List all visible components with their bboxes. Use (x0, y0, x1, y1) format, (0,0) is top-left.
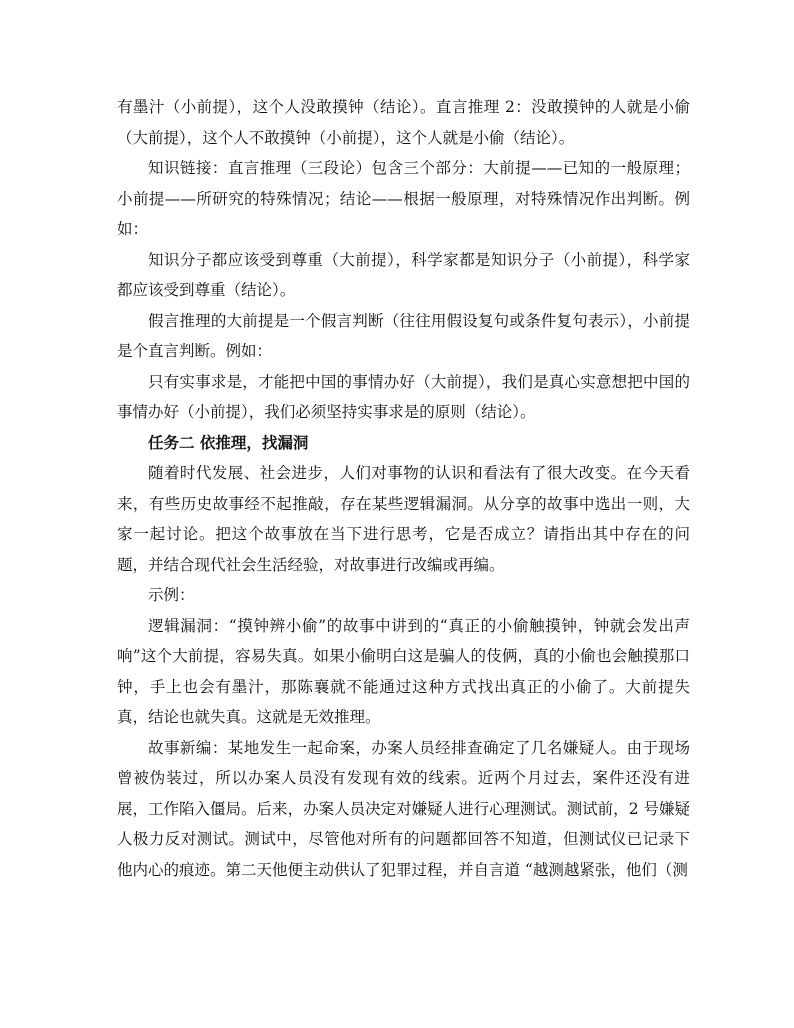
paragraph-story-rewrite: 故事新编：某地发生一起命案，办案人员经排查确定了几名嫌疑人。由于现场曾被伪装过，所以办案人员没有发现有效的线索。近两个月过去，案件还没有进展，工作陷入僵局。后来，办案人员决定对嫌疑人进行心理测试。测试前，2 号嫌疑人极力反对测试。测试中，尽管他对所有的问题都回答不知道，但测试仪已记录下他内心的痕迹。第二天他便主动供认了犯罪过程，并自言道 “越测越紧张，他们（测 (117, 738, 690, 879)
task-two-heading: 任务二 依推理，找漏洞 (148, 433, 309, 452)
paragraph-task-description: 随着时代发展、社会进步，人们对事物的认识和看法有了很大改变。在今天看来，有些历史故事经不起推敲，存在某些逻辑漏洞。从分享的故事中选出一则，大家一起讨论。把这个故事放在当下进行思考，它是否成立？请指出其中存在的问题，并结合现代社会生活经验，对故事进行改编或再编。 (117, 464, 690, 574)
paragraph-hypothetical-inference: 假言推理的大前提是一个假言判断（往往用假设复句或条件复句表示），小前提是个直言判断。例如： (117, 311, 690, 360)
paragraph-logic-flaw: 逻辑漏洞：“摸钟辨小偷”的故事中讲到的“真正的小偷触摸钟，钟就会发出声响”这个大前提，容易失真。如果小偷明白这是骗人的伎俩，真的小偷也会触摸那口钟，手上也会有墨汁，那陈襄就不能通过这种方式找出真正的小偷了。大前提失真，结论也就失真。这就是无效推理。 (117, 616, 690, 726)
paragraph-example-label: 示例： (148, 586, 195, 604)
paragraph-hypothetical-example: 只有实事求是，才能把中国的事情办好（大前提），我们是真心实意想把中国的事情办好（小前提），我们必须坚持实事求是的原则（结论）。 (117, 372, 690, 421)
paragraph-premise-continuation: 有墨汁（小前提），这个人没敢摸钟（结论）。直言推理 2：没敢摸钟的人就是小偷（大前提），这个人不敢摸钟（小前提），这个人就是小偷（结论）。 (117, 98, 690, 147)
paragraph-knowledge-link: 知识链接：直言推理（三段论）包含三个部分：大前提——已知的一般原理；小前提——所研究的特殊情况；结论——根据一般原理，对特殊情况作出判断。例如： (117, 159, 690, 238)
paragraph-syllogism-example: 知识分子都应该受到尊重（大前提），科学家都是知识分子（小前提），科学家都应该受到尊重（结论）。 (117, 250, 690, 299)
document-body (117, 92, 690, 885)
